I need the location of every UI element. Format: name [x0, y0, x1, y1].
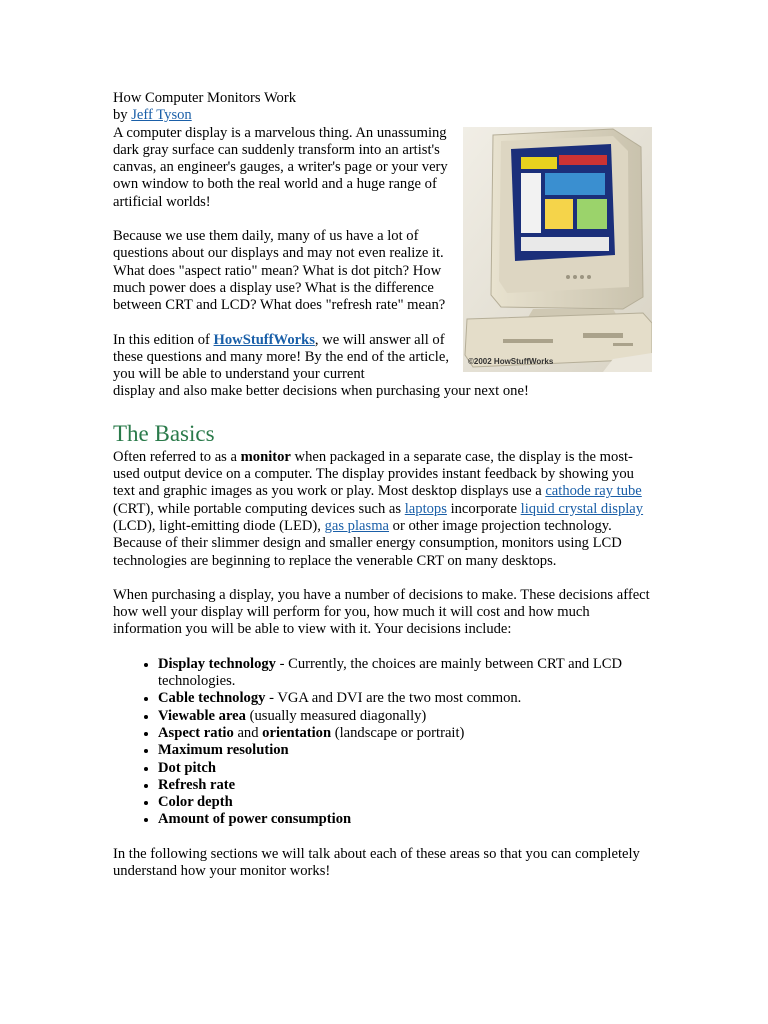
intro-section: [113, 125, 653, 401]
list-item-term: Aspect ratio: [158, 724, 234, 741]
list-item-term: Maximum resolution: [158, 742, 289, 759]
article-title: How Computer Monitors Work: [113, 90, 296, 106]
list-item-term: orientation: [262, 724, 332, 741]
section-heading-basics: The Basics: [113, 420, 215, 446]
basics-paragraph-2: When purchasing a display, you have a number of decisions to make. These decisions affect how well your display will perform for you, how much it will cost and how much information you will be able to view with it. Your decisions include:: [113, 586, 650, 638]
outro-paragraph: In the following sections we will talk about each of these areas so that you can completely understand how your monitor works!: [113, 845, 640, 879]
list-item: [158, 811, 653, 828]
photo-credit: ©2002 HowStuffWorks: [468, 356, 554, 366]
liquid-crystal-display-link[interactable]: liquid crystal display: [520, 500, 644, 517]
article: [113, 90, 653, 880]
monitor-term: monitor: [240, 448, 291, 465]
gas-plasma-link[interactable]: gas plasma: [324, 517, 390, 534]
list-item-text: - Currently, the choices are mainly between CRT and LCD technologies.: [158, 655, 623, 690]
laptops-link[interactable]: laptops: [404, 500, 447, 517]
howstuffworks-link[interactable]: HowStuffWorks: [213, 331, 315, 348]
list-item: [158, 725, 653, 742]
byline-prefix: by: [113, 107, 132, 124]
list-item: [158, 742, 653, 759]
list-item: [158, 690, 653, 707]
basics-paragraph-1: [113, 449, 653, 570]
list-item: [158, 708, 653, 725]
list-item-term: Viewable area: [158, 707, 246, 724]
list-item: [158, 777, 653, 794]
intro-paragraph-2: Because we use them daily, many of us have a lot of questions about our displays and may not even realize it. What does "aspect ratio" mean? What is dot pitch? How much power does a display use? What is the difference between CRT and LCD? What does "refresh rate" mean?: [113, 228, 446, 314]
intro-p3-prefix: In this edition of: [113, 331, 214, 348]
list-item: [158, 794, 653, 811]
decisions-list: [113, 656, 653, 829]
intro-paragraph-3-tail: display and also make better decisions when purchasing your next one!: [113, 383, 529, 400]
list-item: [158, 760, 653, 777]
intro-paragraph-3: [113, 332, 458, 384]
list-item-term: Amount of power consumption: [158, 811, 352, 828]
list-item-term: Refresh rate: [158, 776, 236, 793]
list-item-term: Color depth: [158, 794, 233, 811]
author-link[interactable]: Jeff Tyson: [131, 107, 192, 124]
basics-text: (CRT), while portable computing devices such as: [113, 500, 405, 517]
basics-text: or other image projection technology. Because of their slimmer design and smaller energy consumption, monitors using LCD technologies are beginning to replace the venerable CRT on many desktops.: [113, 517, 622, 569]
basics-text: Often referred to as a: [113, 448, 241, 465]
byline: [113, 107, 653, 124]
list-item-text: and: [233, 724, 263, 741]
list-item-term: Display technology: [158, 655, 276, 672]
cathode-ray-tube-link[interactable]: cathode ray tube: [545, 483, 642, 500]
list-item-text: - VGA and DVI are the two most common.: [265, 690, 522, 707]
intro-paragraph-1: A computer display is a marvelous thing. An unassuming dark gray surface can suddenly transform into an artist's canvas, an engineer's gauges, a writer's page or your very own window to both the real world and a huge range of artificial worlds!: [113, 124, 448, 210]
list-item-text: (usually measured diagonally): [245, 707, 427, 724]
basics-text: when packaged in a separate case, the display is the most-used output device on a computer. The display provides instant feedback by showing you text and graphic images as you work or play. Most desktop displays use a: [113, 448, 634, 500]
list-item-term: Cable technology: [158, 690, 266, 707]
list-item-term: Dot pitch: [158, 759, 216, 776]
intro-p3-suffix: , we will answer all of these questions and many more! By the end of the article, you will be able to understand your current: [113, 331, 449, 383]
list-item-text: (landscape or portrait): [331, 724, 465, 741]
basics-text: (LCD), light-emitting diode (LED),: [113, 517, 325, 534]
basics-text: incorporate: [446, 500, 521, 517]
list-item: [158, 656, 653, 691]
